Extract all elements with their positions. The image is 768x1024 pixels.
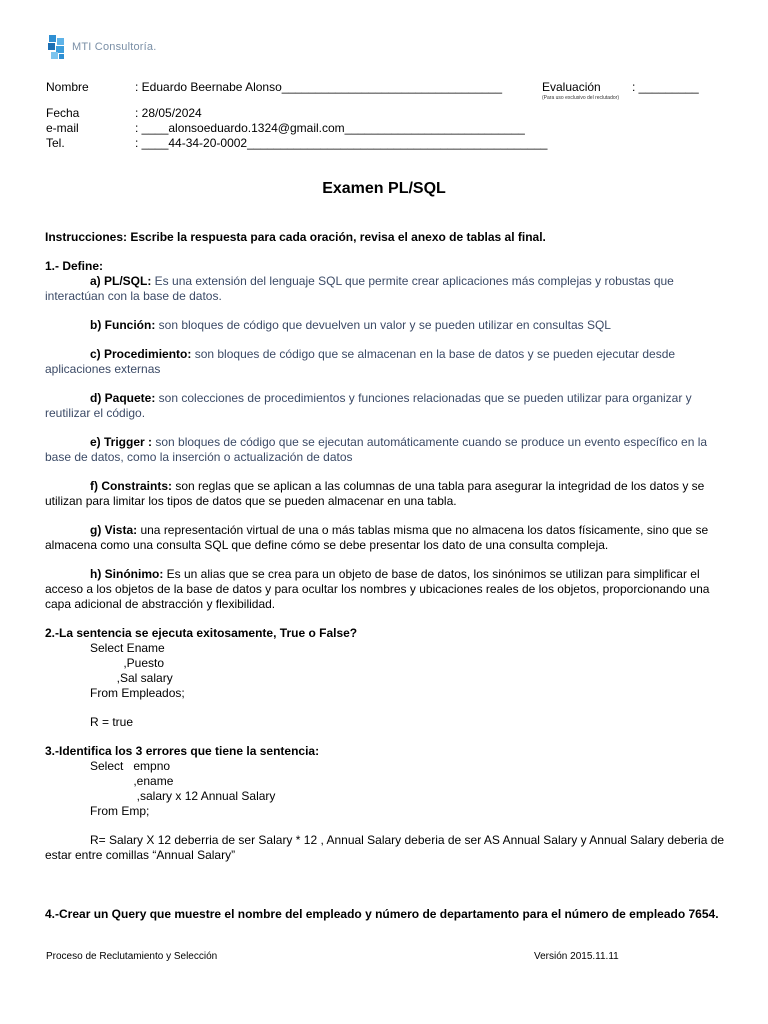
nombre-value: : Eduardo Beernabe Alonso_________________________________ xyxy=(135,80,503,94)
evaluacion-label: Evaluación xyxy=(542,80,601,94)
evaluacion-note: (Para uso exclusivo del reclutador) xyxy=(542,95,619,101)
def-e xyxy=(45,435,725,465)
def-d-term: d) Paquete: xyxy=(90,391,156,405)
q3-answer-text: R= Salary X 12 deberria de ser Salary * 12 , Annual Salary deberia de ser AS Annual Salary y Annual Salary deberia de estar entre comillas “Annual Salary” xyxy=(45,833,725,862)
q2-code-line: Select Ename xyxy=(90,641,165,655)
q3-answer xyxy=(45,833,725,863)
q2-code-line: ,Sal salary xyxy=(90,671,173,685)
def-d-text: son colecciones de procedimientos y funciones relacionadas que se pueden utilizar para organizar y reutilizar el código. xyxy=(45,391,692,420)
fecha-value: : 28/05/2024 xyxy=(135,106,202,120)
def-a-term: a) PL/SQL: xyxy=(90,274,152,288)
def-g-term: g) Vista: xyxy=(90,523,138,537)
footer-version: Versión 2015.11.11 xyxy=(534,951,619,962)
def-c-term: c) Procedimiento: xyxy=(90,347,192,361)
nombre-label: Nombre xyxy=(46,80,89,94)
q2-code-line: From Empleados; xyxy=(90,686,185,700)
q2-answer: R = true xyxy=(90,715,134,729)
q3-code-line: Select empno xyxy=(90,759,171,773)
fecha-label: Fecha xyxy=(46,106,80,120)
q3-code-line: ,ename xyxy=(90,774,174,788)
tel-label: Tel. xyxy=(46,136,65,150)
q3-code-line: From Emp; xyxy=(90,804,150,818)
def-f-text: son reglas que se aplican a las columnas de una tabla para asegurar la integridad de los datos y se utilizan para limitar los tipos de datos que se pueden almacenar en una tabla. xyxy=(45,479,705,508)
email-label: e-mail xyxy=(46,121,79,135)
q1-heading: 1.- Define: xyxy=(45,259,104,273)
company-logo xyxy=(46,33,157,61)
def-e-text: son bloques de código que se ejecutan automáticamente cuando se produce un evento específico en la base de datos, como la inserción o actualización de datos xyxy=(45,435,708,464)
def-d xyxy=(45,391,725,421)
def-h xyxy=(45,567,725,612)
def-e-term: e) Trigger : xyxy=(90,435,153,449)
def-a-text: Es una extensión del lenguaje SQL que permite crear aplicaciones más complejas y robustas que interactúan con la base de datos. xyxy=(45,274,674,303)
def-b-term: b) Función: xyxy=(90,318,156,332)
def-c-text: son bloques de código que se almacenan en la base de datos y se pueden ejecutar desde aplicaciones externas xyxy=(45,347,676,376)
q3-heading: 3.-Identifica los 3 errores que tiene la sentencia: xyxy=(45,744,320,758)
tel-value: : ____44-34-20-0002_____________________________________________ xyxy=(135,136,548,150)
def-h-term: h) Sinónimo: xyxy=(90,567,164,581)
q2-code-line: ,Puesto xyxy=(90,656,165,670)
exam-body xyxy=(45,230,725,922)
q2-heading: 2.-La sentencia se ejecuta exitosamente, True o False? xyxy=(45,626,358,640)
company-name: MTI Consultoría. xyxy=(72,41,157,53)
def-a xyxy=(45,274,725,304)
def-g xyxy=(45,523,725,553)
footer-left: Proceso de Reclutamiento y Selección xyxy=(46,951,218,962)
page-title: Examen PL/SQL xyxy=(322,180,446,197)
def-g-text: una representación virtual de una o más tablas misma que no almacena los datos físicamente, sino que se almacena como una consulta SQL que define cómo se debe presentar los dato de una consulta compleja. xyxy=(45,523,709,552)
cube-logo-icon xyxy=(46,33,68,61)
def-c xyxy=(45,347,725,377)
instructions: Instrucciones: Escribe la respuesta para cada oración, revisa el anexo de tablas al final. xyxy=(45,230,546,244)
email-value: : ____alonsoeduardo.1324@gmail.com___________________________ xyxy=(135,121,525,135)
evaluacion-value: : _________ xyxy=(632,80,699,94)
def-f-term: f) Constraints: xyxy=(90,479,172,493)
def-b xyxy=(45,318,725,333)
q3-code-line: ,salary x 12 Annual Salary xyxy=(90,789,276,803)
def-b-text: son bloques de código que devuelven un valor y se pueden utilizar en consultas SQL xyxy=(155,318,611,332)
def-f xyxy=(45,479,725,509)
def-h-text: Es un alias que se crea para un objeto de base de datos, los sinónimos se utilizan para simplificar el acceso a los objetos de la base de datos y para ocultar los nombres y ubicaciones reales de los objetos, proporcionando una capa adicional de abstracción y flexibilidad. xyxy=(45,567,710,611)
q4-heading: 4.-Crear un Query que muestre el nombre del empleado y número de departamento para el número de empleado 7654. xyxy=(45,907,719,921)
